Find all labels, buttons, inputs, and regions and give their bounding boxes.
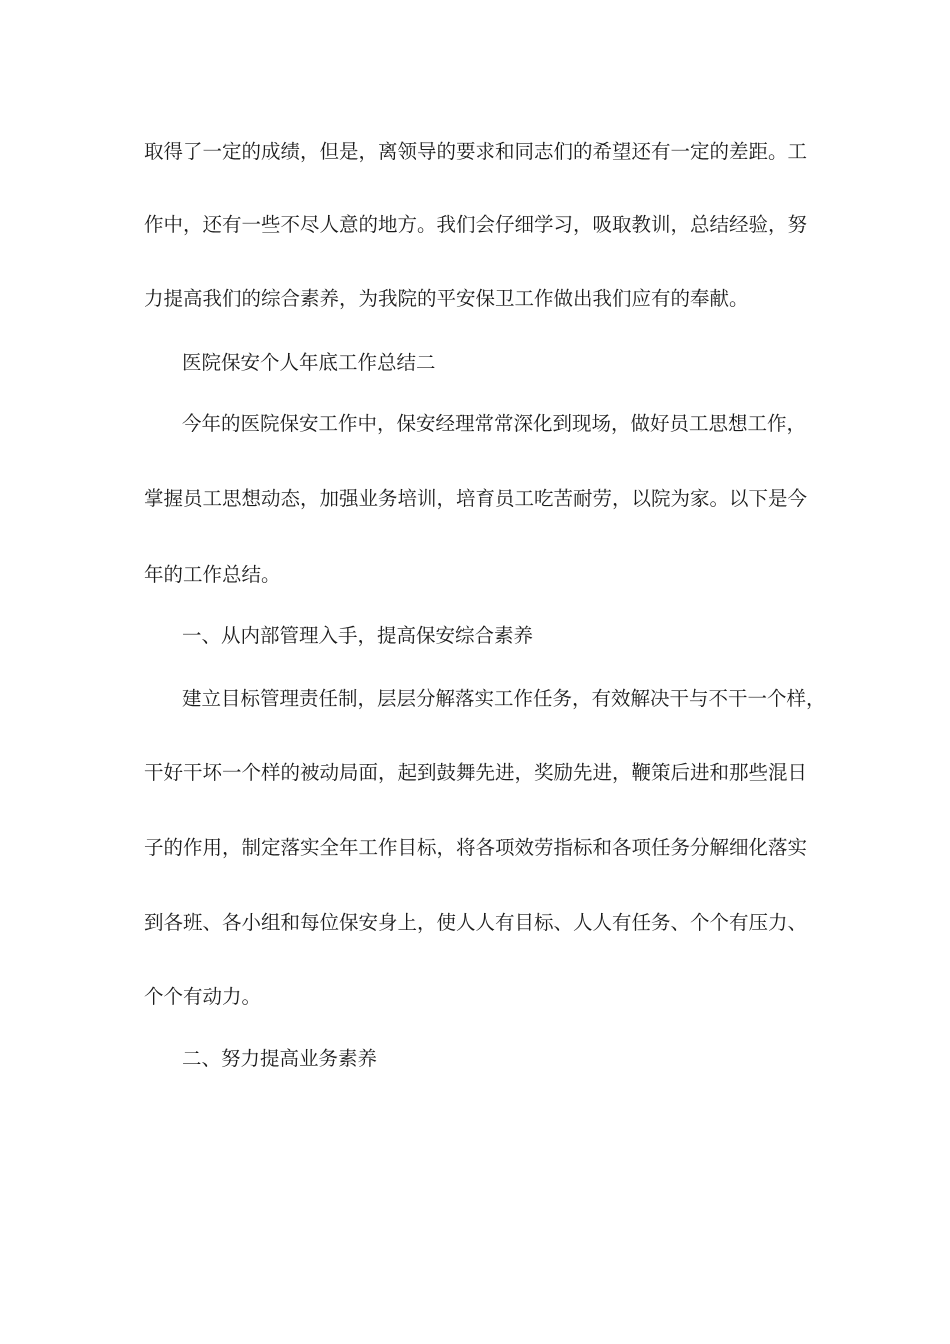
paragraph-line: 建立目标管理责任制，层层分解落实工作任务，有效解决干与不干一个样， [182,687,826,710]
paragraph-line: 个个有动力。 [144,985,262,1008]
section-title: 医院保安个人年底工作总结二 [182,351,436,374]
section-heading: 一、从内部管理入手，提高保安综合素养 [182,624,534,647]
paragraph-line: 今年的医院保安工作中，保安经理常常深化到现场，做好员工思想工作， [182,412,807,435]
paragraph-line: 掌握员工思想动态，加强业务培训，培育员工吃苦耐劳，以院为家。以下是今 [144,487,808,510]
paragraph-line: 子的作用，制定落实全年工作目标，将各项效劳指标和各项任务分解细化落实 [144,836,808,859]
paragraph-line: 作中，还有一些不尽人意的地方。我们会仔细学习，吸取教训，总结经验，努 [144,213,808,236]
paragraph-line: 取得了一定的成绩，但是，离领导的要求和同志们的希望还有一定的差距。工 [144,140,808,163]
paragraph-line: 到各班、各小组和每位保安身上，使人人有目标、人人有任务、个个有压力、 [144,911,808,934]
paragraph-line: 干好干坏一个样的被动局面，起到鼓舞先进，奖励先进，鞭策后进和那些混日 [144,761,808,784]
paragraph-line: 年的工作总结。 [144,563,281,586]
section-heading: 二、努力提高业务素养 [182,1047,378,1070]
paragraph-line: 力提高我们的综合素养，为我院的平安保卫工作做出我们应有的奉献。 [144,287,749,310]
